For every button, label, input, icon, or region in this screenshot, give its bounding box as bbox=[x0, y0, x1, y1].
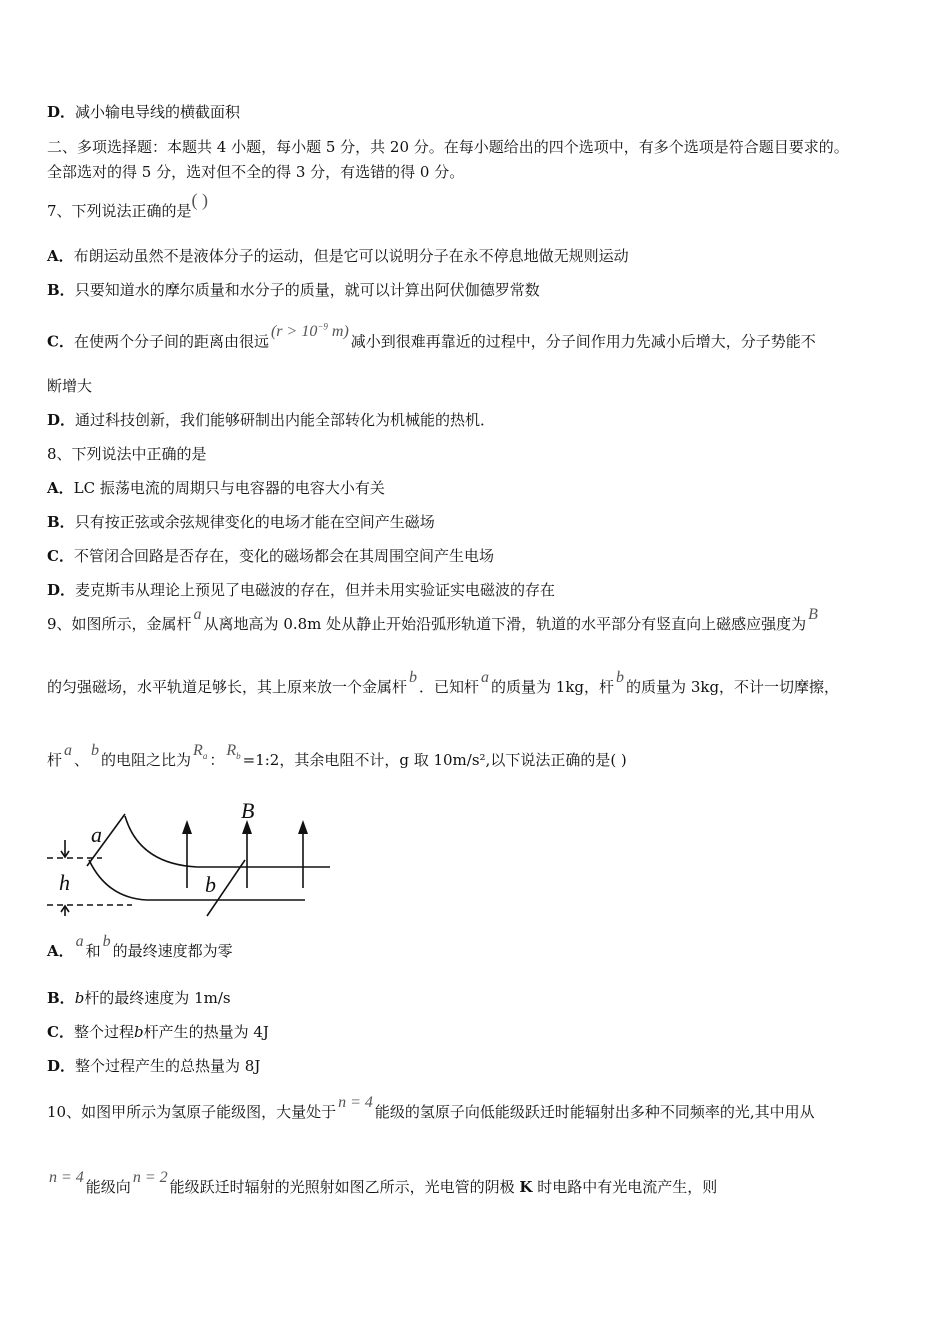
q9-text: 的质量为 1kg，杆 bbox=[491, 678, 615, 696]
q9-option-c bbox=[47, 1022, 269, 1042]
var-a: a bbox=[75, 933, 84, 950]
option-text: 的最终速度都为零 bbox=[112, 942, 233, 960]
option-label: D． bbox=[47, 411, 76, 429]
q7-stem bbox=[47, 190, 209, 221]
option-text: 通过科技创新，我们能够研制出内能全部转化为机械能的热机． bbox=[75, 411, 496, 429]
q10-text: 能级的氢原子向低能级跃迁时能辐射出多种不同频率的光,其中用从 bbox=[374, 1103, 815, 1121]
option-label: C． bbox=[47, 332, 74, 351]
q10-text: 能级向 bbox=[85, 1178, 131, 1196]
q9-option-d bbox=[47, 1056, 260, 1076]
option-label: B． bbox=[47, 281, 75, 299]
cathode-K: K bbox=[519, 1178, 533, 1196]
option-label: D． bbox=[47, 1057, 76, 1075]
option-label: A． bbox=[47, 942, 74, 960]
var-a: a bbox=[481, 669, 490, 686]
option-text: 只要知道水的摩尔质量和水分子的质量，就可以计算出阿伏伽德罗常数 bbox=[74, 281, 540, 299]
subscript-b: b bbox=[236, 751, 241, 761]
option-label: D． bbox=[47, 103, 76, 121]
q9-text: ．已知杆 bbox=[419, 678, 480, 696]
distance-math bbox=[269, 323, 351, 340]
label-b: b bbox=[205, 872, 216, 897]
math-exponent: −9 bbox=[317, 322, 328, 332]
resistance-a bbox=[191, 742, 209, 759]
section-heading-line2: 全部选对的得 5 分，选对但不全的得 3 分，有选错的得 0 分。 bbox=[47, 163, 465, 181]
option-text: 整个过程产生的总热量为 8J bbox=[75, 1057, 261, 1075]
q9-text: ： bbox=[209, 751, 225, 769]
option-text-post: 减小到很难再靠近的过程中，分子间作用力先减小后增大，分子势能不 bbox=[350, 332, 816, 351]
math-part: (r > 10 bbox=[270, 323, 318, 341]
q7-stem-text: 7、下列说法正确的是 bbox=[47, 202, 192, 220]
var-B: B bbox=[808, 606, 818, 623]
n-equals-4: n = 4 bbox=[338, 1094, 373, 1111]
option-text: 麦克斯韦从理论上预见了电磁波的存在，但并未用实验证实电磁波的存在 bbox=[75, 581, 556, 599]
option-text: 只有按正弦或余弦规律变化的电场才能在空间产生磁场 bbox=[74, 513, 435, 531]
q7-blank: ( ) bbox=[191, 190, 209, 210]
q8-stem: 8、下列说法中正确的是 bbox=[47, 445, 207, 463]
q9-text: 杆 bbox=[47, 751, 63, 769]
q7-option-c-continued: 断增大 bbox=[47, 377, 93, 395]
q7-option-a bbox=[47, 246, 629, 266]
q9-option-b bbox=[47, 988, 231, 1008]
q9-option-a bbox=[47, 933, 233, 962]
option-text-pre: 在使两个分子间的距离由很远 bbox=[73, 332, 269, 351]
option-label: C． bbox=[47, 1023, 74, 1041]
q9-text: 9、如图所示，金属杆 bbox=[47, 615, 192, 633]
option-label: B． bbox=[47, 513, 75, 531]
option-text: 整个过程 bbox=[73, 1023, 134, 1041]
option-text: 杆的最终速度为 1m/s bbox=[84, 989, 231, 1007]
option-text: 不管闭合回路是否存在，变化的磁场都会在其周围空间产生电场 bbox=[73, 547, 494, 565]
resistance-b bbox=[224, 742, 242, 759]
q9-stem-line2 bbox=[47, 669, 840, 698]
var-b: b bbox=[102, 933, 111, 950]
q9-text: 、 bbox=[74, 751, 90, 769]
var-b: b bbox=[91, 742, 100, 759]
R-symbol: R bbox=[193, 742, 203, 759]
q10-text: 10、如图甲所示为氢原子能级图，大量处于 bbox=[47, 1103, 337, 1121]
q9-text: 从离地高为 0.8m 处从静止开始沿弧形轨道下滑，轨道的水平部分有竖直向上磁感应强度为 bbox=[203, 615, 807, 633]
q9-figure bbox=[47, 790, 330, 918]
option-text: 减小输电导线的横截面积 bbox=[75, 103, 241, 121]
option-label: C． bbox=[47, 547, 74, 565]
var-a: a bbox=[64, 742, 73, 759]
subscript-a: a bbox=[202, 751, 208, 761]
option-text: 杆产生的热量为 4J bbox=[143, 1023, 269, 1041]
q10-text: 能级跃迁时辐射的光照射如图乙所示，光电管的阴极 bbox=[169, 1178, 520, 1196]
var-b: b bbox=[409, 669, 418, 686]
q9-stem-line1 bbox=[47, 606, 820, 635]
var-b: b bbox=[74, 989, 85, 1007]
q9-stem-line3 bbox=[47, 742, 627, 772]
label-B: B bbox=[241, 798, 255, 823]
figure-background bbox=[47, 790, 330, 918]
n-equals-4: n = 4 bbox=[49, 1169, 84, 1186]
math-unit: m) bbox=[327, 323, 349, 341]
option-text: 和 bbox=[85, 942, 101, 960]
q8-option-c bbox=[47, 546, 494, 566]
section-heading-line1: 二、多项选择题：本题共 4 小题，每小题 5 分，共 20 分。在每小题给出的四个选项中，有多个选项是符合题目要求的。 bbox=[47, 138, 849, 156]
q9-text: =1:2，其余电阻不计，g 取 10m/s²,以下说法正确的是( ) bbox=[242, 751, 627, 769]
q10-stem-line1 bbox=[47, 1094, 815, 1123]
q7-option-b bbox=[47, 280, 540, 300]
prev-option-d bbox=[47, 102, 240, 122]
var-b: b bbox=[616, 669, 625, 686]
label-h: h bbox=[59, 870, 70, 895]
n-equals-2: n = 2 bbox=[132, 1169, 168, 1186]
option-label: B． bbox=[47, 989, 75, 1007]
var-a: a bbox=[193, 606, 202, 623]
q7-option-c bbox=[47, 322, 816, 352]
q8-option-b bbox=[47, 512, 435, 532]
q9-text: 的匀强磁场，水平轨道足够长，其上原来放一个金属杆 bbox=[47, 678, 408, 696]
q10-stem-line2 bbox=[47, 1169, 718, 1198]
option-label: A． bbox=[47, 479, 74, 497]
q8-option-a bbox=[47, 478, 385, 498]
q7-option-d bbox=[47, 410, 495, 430]
option-label: D． bbox=[47, 581, 76, 599]
option-text: LC 振荡电流的周期只与电容器的电容大小有关 bbox=[73, 479, 385, 497]
var-b: b bbox=[133, 1023, 144, 1041]
option-text: 布朗运动虽然不是液体分子的运动，但是它可以说明分子在永不停息地做无规则运动 bbox=[73, 247, 629, 265]
q10-text: 时电路中有光电流产生，则 bbox=[532, 1178, 718, 1196]
q8-option-d bbox=[47, 580, 555, 600]
label-a: a bbox=[91, 822, 102, 847]
q9-text: 的质量为 3kg，不计一切摩擦， bbox=[626, 678, 840, 696]
option-label: A． bbox=[47, 247, 74, 265]
R-symbol: R bbox=[226, 742, 237, 759]
q9-text: 的电阻之比为 bbox=[101, 751, 192, 769]
